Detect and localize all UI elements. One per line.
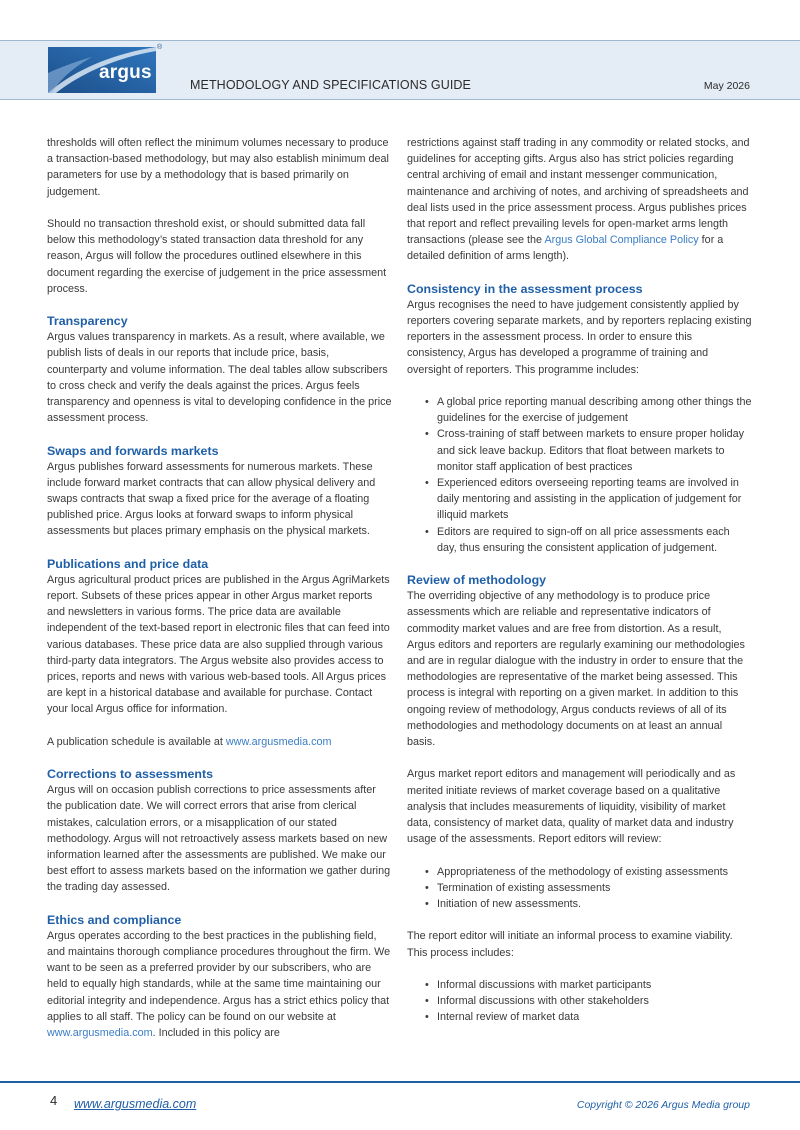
compliance-policy-link[interactable]: Argus Global Compliance Policy bbox=[544, 234, 699, 247]
argusmedia-link[interactable]: www.argusmedia.com bbox=[47, 1027, 153, 1040]
page-number: 4 bbox=[50, 1093, 58, 1108]
compliance-paragraph bbox=[407, 135, 752, 265]
paragraph-text: restrictions against staff trading in any commodity or related stocks, and guidelines for accepting gifts. Argus also has strict policies regarding central archiving of email and instant messenger communication, maintenance and archiving of notes, and archiving of spreadsheets and deal lists used in the price assessment process. Argus publishes prices that report and reflect prevailing levels for open-market arms length transactions (please see the bbox=[407, 137, 750, 247]
registered-mark: ® bbox=[157, 44, 163, 51]
footer-divider bbox=[0, 1081, 800, 1083]
section-heading-transparency: Transparency bbox=[47, 314, 128, 329]
list-item: • Termination of existing assessments bbox=[425, 880, 752, 896]
list-item: • A global price reporting manual describing among other things the guidelines for the exercise of judgement bbox=[425, 394, 752, 426]
left-column bbox=[47, 135, 392, 1041]
paragraph: thresholds will often reflect the minimum volumes necessary to produce a transaction-based methodology, but may also establish minimum deal parameters for use by a methodology that is based primarily on judgement. bbox=[47, 137, 389, 198]
section-heading-review: Review of methodology bbox=[407, 573, 547, 588]
list-item: • Appropriateness of the methodology of existing assessments bbox=[425, 864, 752, 880]
consistency-list bbox=[407, 394, 752, 556]
footer-copyright: Copyright © 2026 Argus Media group bbox=[576, 1099, 750, 1111]
ethics-text: Argus operates according to the best practices in the publishing field, and maintains thorough compliance procedures throughout the firm. We want to be seen as a preferred provider by our subscribers, who are held to equally high standards, while at the same time maintaining our editorial integrity and independence. Argus has a strict ethics policy that applies to all staff. The policy can be found on our website at bbox=[47, 929, 391, 1023]
paragraph: Should no transaction threshold exist, or should submitted data fall below this methodology’s stated transaction data threshold for any reason, Argus will follow the procedures outlined elsewhere in this document regarding the exercise of judgement in the price assessment process. bbox=[47, 218, 387, 295]
argusmedia-link[interactable]: www.argusmedia.com bbox=[225, 735, 332, 748]
paragraph: The report editor will initiate an informal process to examine viability. This process includes: bbox=[407, 930, 733, 959]
right-column bbox=[407, 135, 752, 1026]
informal-list bbox=[407, 977, 752, 1026]
paragraph: Argus will on occasion publish corrections to price assessments after the publication date. We will correct errors that arise from clerical mistakes, calculation errors, or a misapplication of our stated methodology. Argus will not retroactively assess markets based on new information learned after the assessments are published. We make our best effort to assess markets based on the information we gather during the trading day assessed. bbox=[47, 784, 391, 894]
paragraph: The overriding objective of any methodology is to produce price assessments which are reliable and representative indicators of commodity market values and are free from distortion. As a result, Argus editors and reporters are regularly examining our methodologies and are in regular dialogue with the industry in order to ensure that the methodologies are representative of the market being assessed. This process is integral with reporting on a given market. In addition to this ongoing review of methodology, Argus conducts reviews of all of its methodologies and methodology documents on at least an annual basis. bbox=[407, 590, 745, 749]
list-item: • Internal review of market data bbox=[425, 1009, 752, 1025]
section-heading-corrections: Corrections to assessments bbox=[47, 767, 213, 782]
schedule-paragraph bbox=[47, 734, 392, 750]
list-item: • Informal discussions with other stakeholders bbox=[425, 993, 752, 1009]
list-item: • Informal discussions with market participants bbox=[425, 977, 752, 993]
footer-website-link[interactable]: www.argusmedia.com bbox=[74, 1097, 197, 1111]
paragraph: Argus market report editors and management will periodically and as merited initiate reviews of market coverage based on a qualitative analysis that includes measurements of liquidity, visibility of market data, consistency of market data, quality of market data and industry usage of the assessments. Report editors will review: bbox=[407, 768, 736, 846]
ethics-paragraph bbox=[47, 928, 392, 1041]
paragraph: Argus publishes forward assessments for numerous markets. These include forward market contracts that can allow physical delivery and swaps contracts that swap a fixed price for the average of a floating published price. Argus looks at forward swaps to inform physical assessments but places primary emphasis on the physical markets. bbox=[47, 460, 376, 538]
guide-title: METHODOLOGY AND SPECIFICATIONS GUIDE bbox=[190, 78, 471, 92]
review-list bbox=[407, 864, 752, 913]
section-heading-publications: Publications and price data bbox=[47, 556, 209, 571]
paragraph: Argus agricultural product prices are published in the Argus AgriMarkets report. Subsets of these prices appear in other Argus market reports and newsletters in various forms. The price data are available independent of the text-based report in electronic files that can feed into various databases. These price data are also supplied through various third-party data integrators. The Argus website also provides access to prices, reports and news with various web-based tools. All Argus prices are kept in a historical database and available for purchase. Contact your local Argus office for information. bbox=[47, 573, 390, 716]
paragraph-text-end: for a detailed definition of arms length). bbox=[407, 234, 724, 263]
list-item: • Editors are required to sign-off on all price assessments each day, thus ensuring the consistent application of judgement. bbox=[425, 524, 752, 556]
schedule-text: A publication schedule is available at bbox=[47, 735, 226, 748]
paragraph: Argus recognises the need to have judgement consistently applied by reporters covering separate markets, and by reporters replacing existing reporters in the assessment process. In order to ensure this consistency, Argus has developed a programme of training and oversight of reporters. This programme includes: bbox=[407, 298, 752, 376]
logo-text: argus bbox=[99, 62, 152, 83]
section-heading-swaps: Swaps and forwards markets bbox=[47, 443, 219, 458]
ethics-text-end: . Included in this policy are bbox=[152, 1027, 280, 1040]
list-item: • Initiation of new assessments. bbox=[425, 896, 752, 912]
list-item: • Cross-training of staff between markets to ensure proper holiday and sick leave backup. Editors that float between markets to monitor staff application of best practices bbox=[425, 426, 752, 475]
section-heading-ethics: Ethics and compliance bbox=[47, 912, 182, 927]
paragraph: Argus values transparency in markets. As a result, where available, we publish lists of deals in our reports that include price, basis, counterparty and volume information. The deal tables allow subscribers to cross check and verify the deals against the prices. Argus feels transparency and openness is vital to developing confidence in the price assessment process. bbox=[47, 331, 392, 425]
header-date: May 2026 bbox=[703, 80, 750, 92]
list-item: • Experienced editors overseeing reporting teams are involved in daily mentoring and assisting in the application of judgement for illiquid markets bbox=[425, 475, 752, 524]
section-heading-consistency: Consistency in the assessment process bbox=[407, 281, 643, 296]
